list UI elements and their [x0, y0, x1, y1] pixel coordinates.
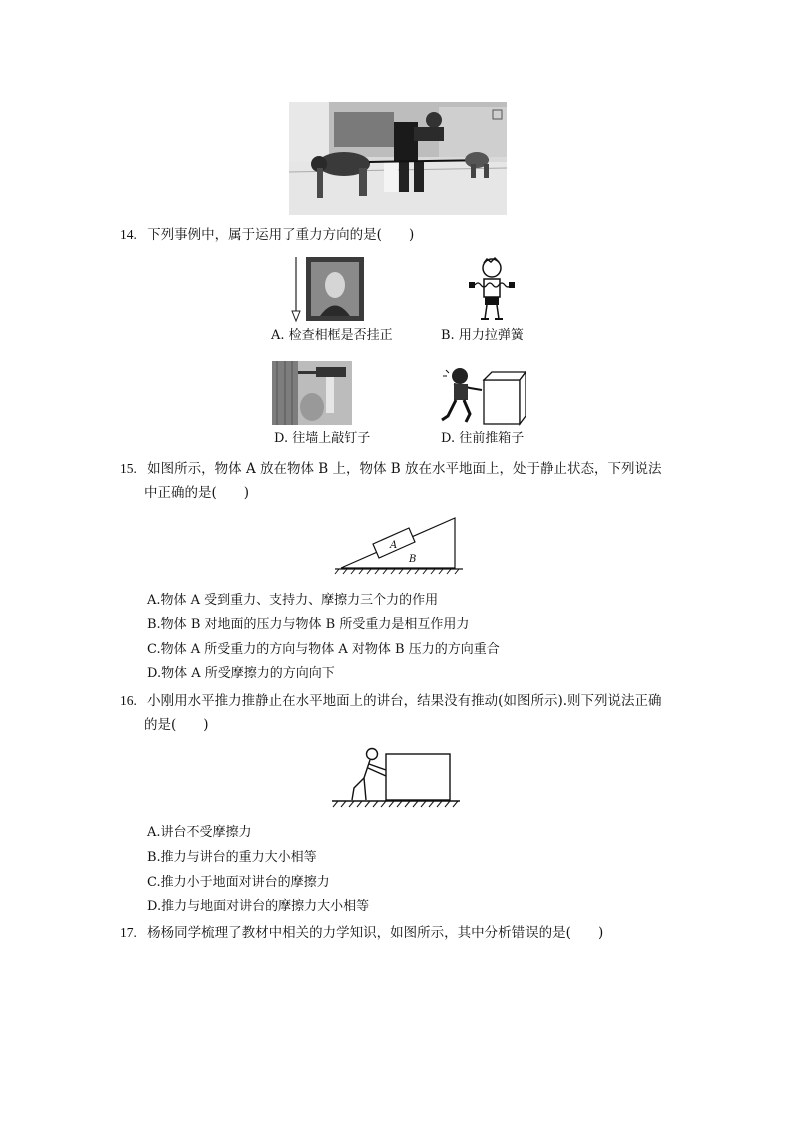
- question-text: 下列事例中，属于运用了重力方向的是( ): [147, 227, 415, 243]
- question-text: 小刚用水平推力推静止在水平地面上的讲台，结果没有推动(如图所示).则下列说法正确: [147, 693, 662, 709]
- option-c-image: [272, 361, 352, 425]
- question-number: 17.: [120, 925, 137, 940]
- option-16-d: D.推力与地面对讲台的摩擦力大小相等: [147, 899, 370, 914]
- question-number: 16.: [120, 693, 137, 708]
- option-16-a: A.讲台不受摩擦力: [147, 825, 252, 840]
- question-number: 14.: [120, 227, 137, 242]
- option-15-d: D.物体 A 所受摩擦力的方向向下: [147, 666, 335, 681]
- question-15-stem-line1: [120, 460, 662, 478]
- option-d-image: [440, 366, 526, 426]
- question-text: 杨杨同学梳理了教材中相关的力学知识，如图所示，其中分析错误的是( ): [147, 925, 604, 941]
- figure-incline: [333, 510, 469, 576]
- option-b-label: B. 用力拉弹簧: [441, 328, 524, 343]
- option-c-label: D. 往墙上敲钉子: [274, 431, 371, 446]
- option-16-b: B.推力与讲台的重力大小相等: [147, 850, 317, 865]
- question-14-stem: [120, 226, 414, 244]
- question-16-stem-line1: [120, 692, 662, 710]
- top-photo: [289, 102, 507, 215]
- option-15-a: A.物体 A 受到重力、支持力、摩擦力三个力的作用: [147, 593, 439, 608]
- question-number: 15.: [120, 461, 137, 476]
- question-17-stem: [120, 924, 603, 942]
- option-a-image: [290, 255, 368, 325]
- option-a-label: A. 检查相框是否挂正: [271, 328, 393, 343]
- option-b-image: [467, 255, 517, 323]
- question-16-stem-line2: 的是( ): [144, 717, 209, 733]
- option-d-label: D. 往前推箱子: [441, 431, 525, 446]
- question-15-stem-line2: 中正确的是( ): [144, 485, 250, 501]
- block-b-label: B: [409, 554, 417, 565]
- question-text: 如图所示，物体 A 放在物体 B 上，物体 B 放在水平地面上，处于静止状态，下列说法: [147, 461, 662, 477]
- option-16-c: C.推力小于地面对讲台的摩擦力: [147, 875, 330, 890]
- option-15-c: C.物体 A 所受重力的方向与物体 A 对物体 B 压力的方向重合: [147, 642, 500, 657]
- figure-push-podium: [330, 744, 464, 810]
- option-15-b: B.物体 B 对地面的压力与物体 B 所受重力是相互作用力: [147, 617, 470, 632]
- block-a-label: A: [390, 540, 398, 551]
